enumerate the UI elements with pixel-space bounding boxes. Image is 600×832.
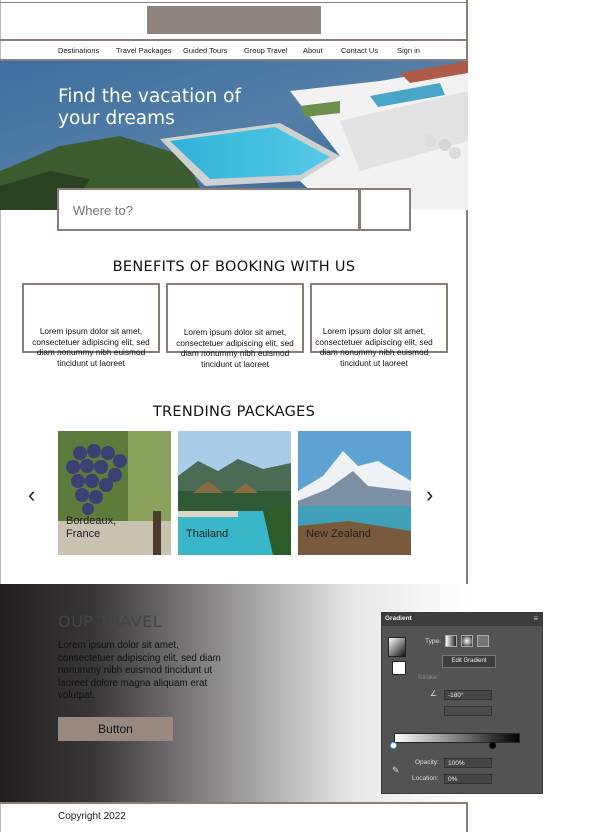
opacity-label: Opacity: [415,759,439,766]
main-nav [0,39,468,61]
group-travel-title: OUP TRAVEL [58,612,163,631]
package-label-bordeaux-line1: Bordeaux, [66,515,117,527]
benefit-text-3: Lorem ipsum dolor sit amet, consectetuer adipiscing elit, sed diam nonummy nibh euismod tincidunt ut laoreet [315,326,433,368]
nav-contact-us[interactable]: Contact Us [341,46,379,55]
search-box [57,188,360,231]
package-label-bordeaux [66,515,166,541]
package-label-new-zealand [306,528,406,541]
benefit-text-2: Lorem ipsum dolor sit amet, consectetuer adipiscing elit, sed diam nonummy nibh euismod tincidunt ut laoreet [176,327,294,369]
type-label: Type: [425,638,441,645]
nav-group-travel[interactable]: Group Travel [244,46,288,55]
gradient-stop-white[interactable] [390,742,397,749]
package-label-bordeaux-line2: France [66,528,101,540]
stroke-swatch[interactable] [392,661,406,675]
carousel-next-icon[interactable]: › [426,482,434,507]
location-label: Location: [412,775,439,782]
nav-sign-in[interactable]: Sign in [397,46,420,55]
carousel-prev-icon[interactable]: ‹ [28,482,36,507]
hero-title-line2: your dreams [58,108,175,129]
edit-gradient-button[interactable]: Edit Gradient [442,655,496,668]
top-border [0,2,468,3]
benefit-text-1: Lorem ipsum dolor sit amet, consectetuer adipiscing elit, sed diam nonummy nibh euismod tincidunt ut laoreet [32,326,150,368]
freeform-type-icon[interactable] [477,635,489,647]
package-label-thailand [186,528,286,541]
nav-guided-tours[interactable]: Guided Tours [183,46,228,55]
nav-about[interactable]: About [303,46,323,55]
package-card-new-zealand[interactable] [298,431,411,555]
aspect-ratio-field[interactable] [444,706,492,716]
package-label-thailand-line1: Thailand [186,528,229,540]
nav-destinations[interactable]: Destinations [58,46,100,55]
eyedropper-icon[interactable]: ✎ [392,765,400,775]
trending-title: TRENDING PACKAGES [152,404,316,420]
copyright-text: Copyright 2022 [58,811,126,822]
hero-title [58,86,288,130]
opacity-field[interactable]: 100% [444,758,492,768]
search-input[interactable] [71,202,345,219]
gradient-panel-tabbar [382,613,542,626]
group-travel-button[interactable]: Button [58,717,173,741]
package-card-thailand[interactable] [178,431,291,555]
package-card-bordeaux[interactable] [58,431,171,555]
logo-placeholder[interactable] [147,6,321,34]
linear-type-icon[interactable] [445,635,457,647]
angle-field[interactable]: -180° [444,690,492,700]
group-travel-text: Lorem ipsum dolor sit amet, consectetuer adipiscing elit, sed diam nonummy nibh euismod tincidunt ut laoreet dolore magna aliquam erat volutpat. [58,640,221,702]
gradient-swatch[interactable] [388,637,406,657]
gradient-panel-tab[interactable]: Gradient [385,615,412,622]
stroke-label: Stroke: [418,674,439,681]
footer-divider [0,802,468,804]
radial-type-icon[interactable] [461,635,473,647]
angle-icon: ∠ [430,689,438,698]
package-label-new-zealand-line1: New Zealand [306,528,371,540]
hero-title-line1: Find the vacation of [58,86,241,107]
gradient-slider[interactable] [394,733,520,743]
location-field[interactable]: 0% [444,774,492,784]
nav-travel-packages[interactable]: Travel Packages [116,46,172,55]
benefits-title: BENEFITS OF BOOKING WITH US [112,259,356,275]
panel-menu-icon[interactable]: ≡ [533,614,538,623]
gradient-stop-black[interactable] [489,742,496,749]
gradient-panel [381,612,543,794]
search-button[interactable] [359,188,411,231]
